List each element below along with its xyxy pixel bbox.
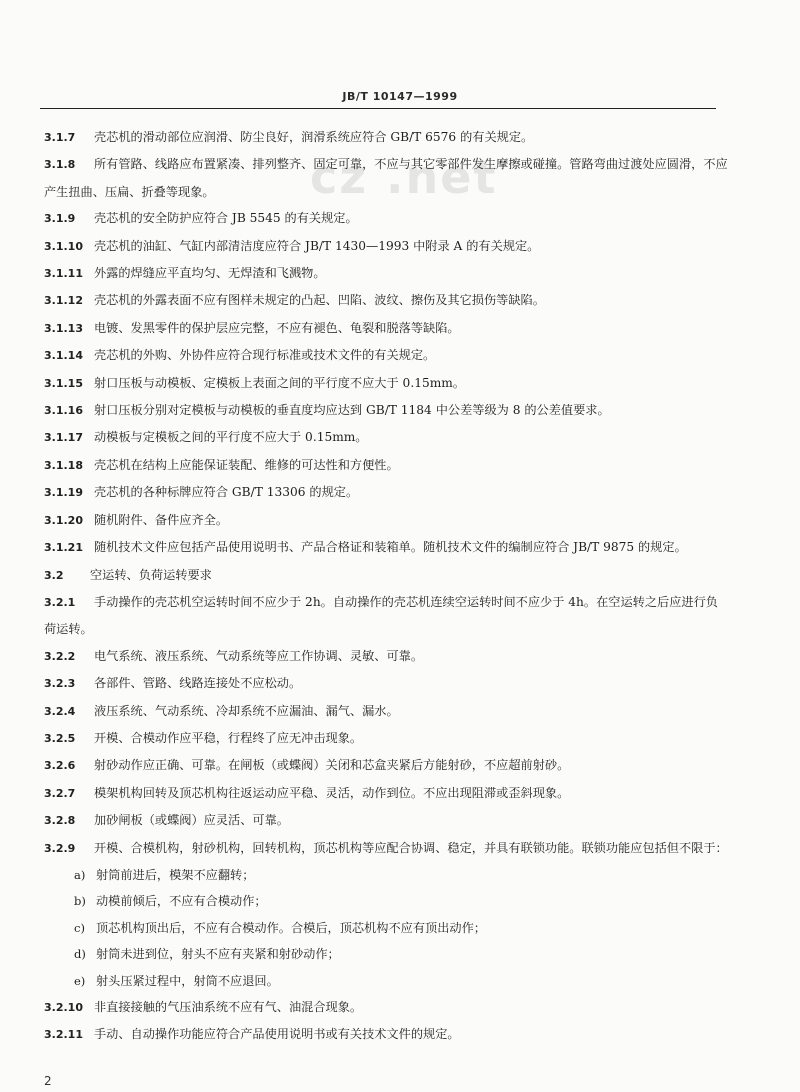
clause-number: 3.1.21 (44, 541, 83, 555)
clause-text: 电镀、发黑零件的保护层应完整，不应有褪色、龟裂和脱落等缺陷。 (94, 320, 460, 335)
page-number: 2 (44, 1074, 52, 1088)
clause-number: 3.1.7 (44, 131, 76, 144)
clause-text: 射砂动作应正确、可靠。在闸板（或蝶阀）关闭和芯盒夹紧后方能射砂，不应超前射砂。 (94, 758, 570, 773)
clause (44, 698, 728, 725)
clause-text: 壳芯机的外露表面不应有图样未规定的凸起、凹陷、波纹、擦伤及其它损伤等缺陷。 (94, 293, 545, 308)
clause (44, 342, 728, 369)
clause-text: 壳芯机的各种标牌应符合 GB/T 13306 的规定。 (94, 485, 359, 500)
clause-number: 3.2.5 (44, 731, 76, 745)
clause-number: 3.1.17 (44, 431, 83, 445)
clause (44, 589, 728, 643)
clause (44, 287, 728, 314)
clause (44, 725, 728, 752)
clause (44, 1021, 728, 1048)
clause-number: 3.1.20 (44, 513, 83, 527)
clause-number: 3.1.11 (44, 267, 83, 281)
list-item-text: 射筒前进后，模架不应翻转； (96, 867, 255, 882)
clause-number: 3.1.18 (44, 458, 83, 472)
clause (44, 479, 728, 506)
clause-number: 3.2.3 (44, 677, 76, 691)
list-item (44, 915, 728, 941)
section-number: 3.2 (44, 568, 64, 582)
clause (44, 260, 728, 287)
clause-text: 电气系统、液压系统、气动系统等应工作协调、灵敏、可靠。 (94, 648, 424, 663)
clause (44, 807, 728, 834)
clause-text: 非直接接触的气压油系统不应有气、油混合现象。 (94, 1000, 363, 1014)
clause-number: 3.2.8 (44, 814, 76, 828)
list-item-text: 射筒未进到位，射头不应有夹紧和射砂动作； (96, 947, 340, 962)
document-body (44, 124, 728, 1049)
clause-text: 随机附件、备件应齐全。 (94, 512, 229, 527)
clause-text: 加砂闸板（或蝶阀）应灵活、可靠。 (94, 813, 289, 828)
clause (44, 835, 728, 862)
clause (44, 205, 728, 232)
clause-text: 射口压板与动模板、定模板上表面之间的平行度不应大于 0.15mm。 (94, 375, 465, 390)
clause-text: 外露的焊缝应平直均匀、无焊渣和飞溅物。 (94, 266, 326, 281)
list-item (44, 862, 728, 888)
clause-text: 各部件、管路、线路连接处不应松动。 (94, 676, 302, 691)
header-rule (40, 108, 716, 109)
watermark: cz .net (310, 150, 498, 204)
clause-text: 随机技术文件应包括产品使用说明书、产品合格证和装箱单。随机技术文件的编制应符合 JB/T 9875 的规定。 (94, 540, 687, 555)
clause-number: 3.1.8 (44, 158, 76, 172)
clause (44, 780, 728, 807)
clause-text: 手动、自动操作功能应符合产品使用说明书或有关技术文件的规定。 (94, 1027, 460, 1042)
list-item-marker: b) (74, 894, 86, 909)
list-item (44, 941, 728, 967)
clause-number: 3.2.9 (44, 841, 76, 855)
clause-number: 3.2.11 (44, 1028, 83, 1042)
clause-text: 壳芯机的滑动部位应润滑、防尘良好，润滑系统应符合 GB/T 6576 的有关规定。 (94, 130, 534, 144)
clause-number: 3.1.13 (44, 321, 83, 335)
clause-text: 射口压板分别对定模板与动模板的垂直度均应达到 GB/T 1184 中公差等级为 8 的公差值要求。 (94, 403, 610, 418)
clause-number: 3.2.2 (44, 649, 76, 663)
clause (44, 752, 728, 779)
clause (44, 151, 728, 205)
clause (44, 315, 728, 342)
clause-number: 3.2.1 (44, 595, 76, 609)
clause-text: 液压系统、气动系统、冷却系统不应漏油、漏气、漏水。 (94, 703, 399, 718)
section-heading (44, 562, 728, 589)
clause-text: 手动操作的壳芯机空运转时间不应少于 2h。自动操作的壳芯机连续空运转时间不应少于 4h。在空运转之后应进行负荷运转。 (44, 594, 718, 637)
clause-text: 动模板与定模板之间的平行度不应大于 0.15mm。 (94, 430, 368, 445)
list-item-marker: a) (74, 867, 86, 882)
list-item-text: 动模前倾后，不应有合模动作； (96, 894, 267, 909)
list-item (44, 888, 728, 914)
clause-number: 3.1.9 (44, 212, 76, 226)
list-item-marker: d) (74, 947, 86, 962)
clause-number: 3.1.12 (44, 294, 83, 308)
clause (44, 424, 728, 451)
clause (44, 397, 728, 424)
list-item (44, 968, 728, 994)
list-item-marker: c) (74, 920, 85, 935)
list-item-text: 顶芯机构顶出后，不应有合模动作。合模后，顶芯机构不应有顶出动作； (96, 920, 486, 935)
clause (44, 994, 728, 1021)
standard-code-header: JB/T 10147—1999 (342, 90, 458, 103)
clause-number: 3.1.10 (44, 239, 83, 253)
clause-text: 开模、合模动作应平稳，行程终了应无冲击现象。 (94, 730, 363, 745)
clause-text: 壳芯机的安全防护应符合 JB 5545 的有关规定。 (94, 211, 358, 226)
clause-text: 壳芯机的油缸、气缸内部清洁度应符合 JB/T 1430—1993 中附录 A 的有关规定。 (94, 238, 540, 253)
clause (44, 643, 728, 670)
clause (44, 124, 728, 151)
clause-text: 壳芯机在结构上应能保证装配、维修的可达性和方便性。 (94, 457, 399, 472)
clause-number: 3.2.4 (44, 704, 76, 718)
clause-number: 3.1.16 (44, 404, 83, 418)
clause (44, 370, 728, 397)
section-title: 空运转、负荷运转要求 (90, 567, 212, 582)
clause-text: 开模、合模机构，射砂机构，回转机构，顶芯机构等应配合协调、稳定，并具有联锁功能。联锁功能应包括但不限于： (94, 840, 728, 855)
clause (44, 452, 728, 479)
clause-number: 3.1.15 (44, 376, 83, 390)
clause-number: 3.2.7 (44, 786, 76, 800)
list-item-text: 射头压紧过程中，射筒不应退回。 (96, 973, 279, 988)
clause-text: 壳芯机的外购、外协件应符合现行标准或技术文件的有关规定。 (94, 348, 436, 363)
clause (44, 507, 728, 534)
clause (44, 534, 728, 561)
clause-number: 3.1.19 (44, 486, 83, 500)
clause-text: 所有管路、线路应布置紧凑、排列整齐、固定可靠，不应与其它零部件发生摩擦或碰撞。管路弯曲过渡处应圆滑，不应产生扭曲、压扁、折叠等现象。 (44, 157, 728, 199)
clause-number: 3.2.6 (44, 759, 76, 773)
clause (44, 233, 728, 260)
clause-number: 3.1.14 (44, 349, 83, 363)
clause-text: 模架机构回转及顶芯机构往返运动应平稳、灵活，动作到位。不应出现阻滞或歪斜现象。 (94, 785, 570, 800)
clause-number: 3.2.10 (44, 1001, 83, 1014)
clause (44, 670, 728, 697)
list-item-marker: e) (74, 973, 86, 988)
